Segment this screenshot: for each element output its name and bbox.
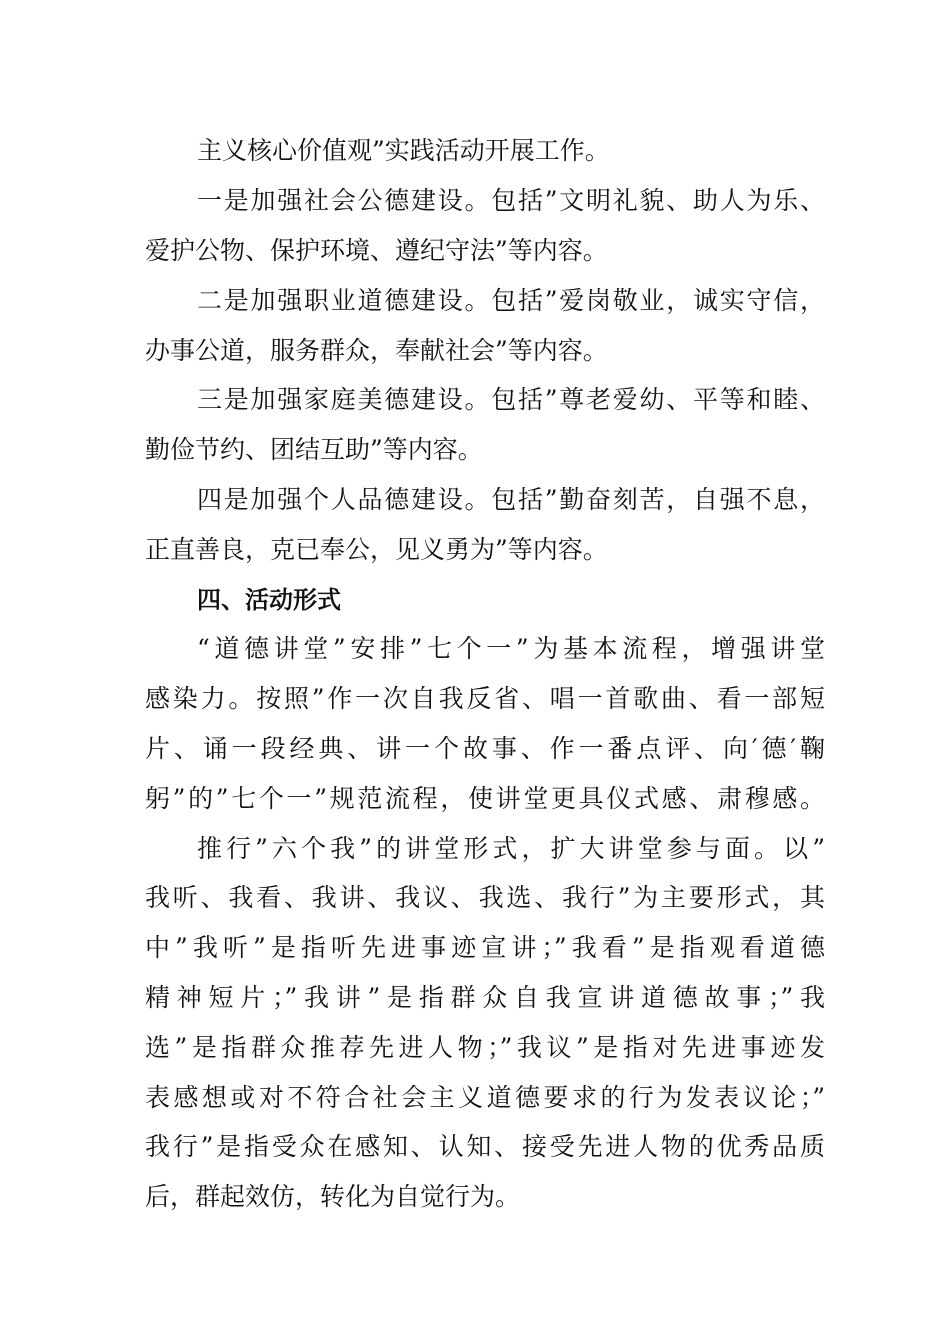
text-line: 精神短片；”我讲”是指群众自我宣讲道德故事；”我 <box>145 983 825 1012</box>
text-line: 片、诵一段经典、讲一个故事、作一番点评、向′德′鞠 <box>145 734 825 763</box>
text-line: 表感想或对不符合社会主义道德要求的行为发表议论；” <box>145 1083 825 1112</box>
text-line: 选”是指群众推荐先进人物；”我议”是指对先进事迹发 <box>145 1033 825 1062</box>
text-line: 正直善良，克已奉公，见义勇为”等内容。 <box>145 535 608 564</box>
text-line: 一是加强社会公德建设。包括”文明礼貌、助人为乐、 <box>197 186 825 215</box>
text-line: 后，群起效仿，转化为自觉行为。 <box>145 1182 521 1211</box>
text-line: 爱护公物、保护环境、遵纪守法”等内容。 <box>145 236 608 265</box>
text-line: 勤俭节约、团结互助”等内容。 <box>145 435 483 464</box>
text-line: 办事公道，服务群众，奉献社会”等内容。 <box>145 336 608 365</box>
text-line: 主义核心价值观”实践活动开展工作。 <box>197 136 610 165</box>
text-line: 感染力。按照”作一次自我反省、唱一首歌曲、看一部短 <box>145 684 825 713</box>
section-heading: 四、活动形式 <box>197 586 341 614</box>
text-line: 四是加强个人品德建设。包括”勤奋刻苦，自强不息， <box>197 485 825 514</box>
text-line: 三是加强家庭美德建设。包括”尊老爱幼、平等和睦、 <box>197 385 825 414</box>
text-line: 推行”六个我”的讲堂形式，扩大讲堂参与面。以” <box>197 834 825 863</box>
text-line: 我听、我看、我讲、我议、我选、我行”为主要形式，其 <box>145 883 825 912</box>
text-line: “道德讲堂”安排”七个一”为基本流程，增强讲堂 <box>197 634 825 663</box>
text-line: 躬”的”七个一”规范流程，使讲堂更具仪式感、肃穆感。 <box>145 784 825 813</box>
text-line: 中”我听”是指听先进事迹宣讲；”我看”是指观看道德 <box>145 933 825 962</box>
text-line: 二是加强职业道德建设。包括”爱岗敬业，诚实守信， <box>197 286 825 315</box>
text-line: 我行”是指受众在感知、认知、接受先进人物的优秀品质 <box>145 1132 825 1161</box>
